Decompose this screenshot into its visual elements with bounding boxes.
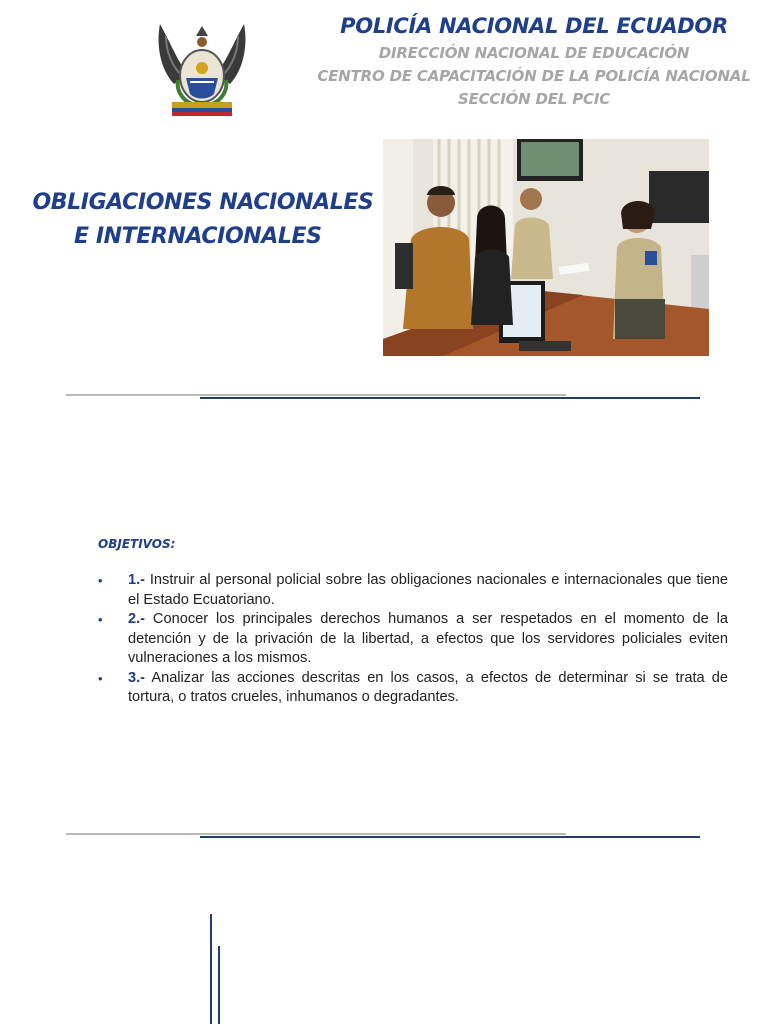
objective-number: 1.- [128,572,146,588]
police-reception-photo-icon [383,139,709,356]
objectives-heading: OBJETIVOS: [98,537,176,551]
divider-gray-top [66,394,566,396]
objective-text: Conocer los principales derechos humanos a ser respetados en el momento de la detención y de la privación de la libertad, a efectos que los servidores policiales eviten vulneraciones a los mismos. [128,611,728,666]
objective-number: 2.- [128,611,146,627]
police-logo [152,14,252,118]
header-subtitle-2: CENTRO DE CAPACITACIÓN DE LA POLICÍA NACIONAL [317,67,751,85]
bullet-icon: • [98,612,103,627]
police-eagle-emblem-icon [152,14,252,118]
bullet-icon: • [98,670,103,686]
vertical-rule-1 [210,914,212,1024]
divider-blue-bottom [200,836,700,838]
divider-blue-top [200,397,700,399]
police-reception-photo [383,139,709,356]
objective-item [98,610,728,669]
objectives-list [98,571,728,708]
divider-gray-bottom [66,833,566,835]
header-subtitle-1: DIRECCIÓN NACIONAL DE EDUCACIÓN [378,44,690,62]
objective-item [98,571,728,610]
main-title [20,186,386,254]
main-title-line-2: E INTERNACIONALES [74,224,322,249]
main-title-line-1: OBLIGACIONES NACIONALES [32,190,374,215]
objective-number: 3.- [128,669,146,686]
bullet-icon: • [98,573,103,588]
header-title: POLICÍA NACIONAL DEL ECUADOR [340,14,728,38]
document-header [300,14,768,111]
vertical-rule-2 [218,946,220,1024]
objective-item [98,669,728,708]
objectives-section [98,537,728,708]
objective-text: Analizar las acciones descritas en los casos, a efectos de determinar si se trata de tortura, o tratos crueles, inhumanos o degradantes. [128,669,728,705]
objective-text: Instruir al personal policial sobre las obligaciones nacionales e internacionales que tiene el Estado Ecuatoriano. [128,572,728,608]
header-subtitle-3: SECCIÓN DEL PCIC [457,90,611,108]
